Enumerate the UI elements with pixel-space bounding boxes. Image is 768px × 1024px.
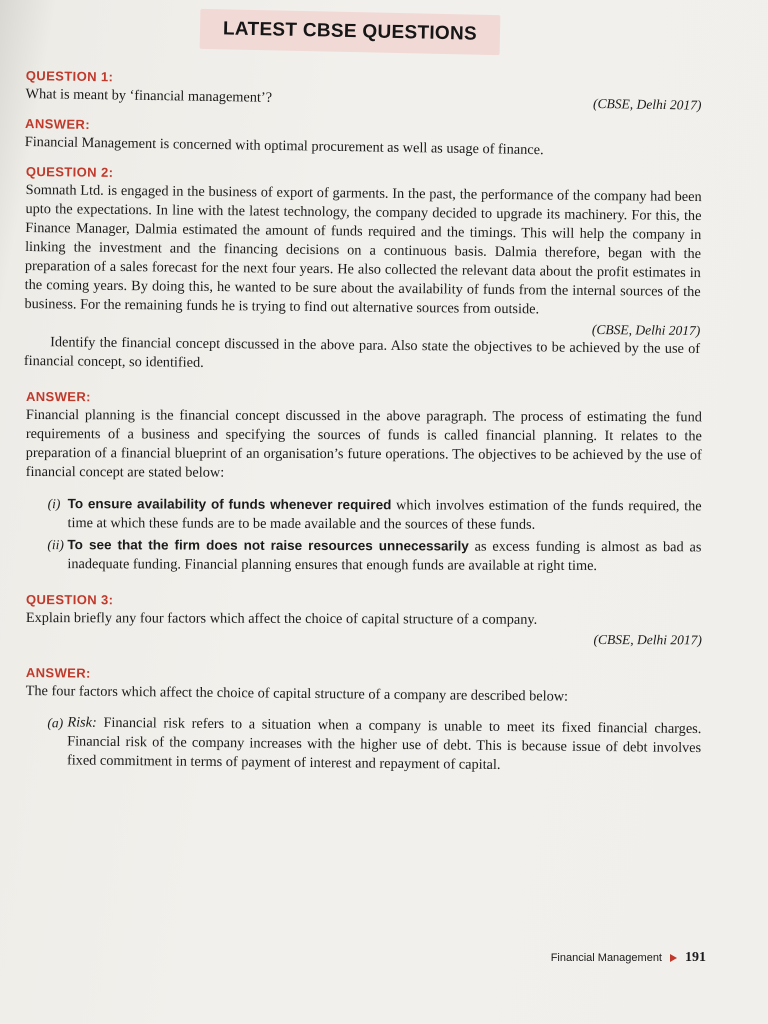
point-heading: To ensure availability of funds whenever required	[67, 496, 392, 513]
page-footer	[551, 950, 706, 966]
answer-1-label: ANSWER:	[24, 115, 91, 133]
question-2-source: (CBSE, Delhi 2017)	[591, 321, 701, 339]
triangle-right-icon	[670, 954, 677, 962]
question-1-label: QUESTION 1:	[25, 67, 114, 85]
question-1-block	[25, 66, 702, 163]
question-3-label: QUESTION 3:	[25, 592, 114, 608]
section-banner	[200, 9, 501, 55]
page-content	[23, 66, 702, 773]
point-text: which involves estimation of the funds required, the time at which these funds are to be made available and the sources of these funds.	[67, 497, 702, 533]
question-2-instruction: Identify the financial concept discussed in the above para. Also state the objectives to be achieved by the use of financial concept, so identified.	[23, 334, 701, 371]
question-2-label: QUESTION 2:	[25, 163, 114, 180]
answer-3-block	[25, 663, 702, 777]
point-text: Financial risk refers to a situation when a company is unable to meet its fixed financial charges. Financial risk of the company increases with the higher use of debt. This is because issue of debt involves fixed commitment in terms of payment of interest and repayment of capital.	[66, 714, 702, 773]
answer-1-text: Financial Management is concerned with optimal procurement as well as usage of finance.	[24, 133, 544, 159]
page-number: 191	[685, 950, 706, 965]
question-1-source: (CBSE, Delhi 2017)	[593, 95, 702, 113]
point-number: (i)	[47, 496, 61, 512]
answer-2-block	[25, 387, 702, 576]
point-text: as excess funding is almost as bad as inadequate funding. Financial planning ensures that enough funds are available at right time.	[67, 538, 702, 574]
question-3-block	[26, 590, 702, 649]
point-heading: Risk:	[67, 714, 97, 731]
question-3-text: Explain briefly any four factors which affect the choice of capital structure of a company.	[25, 609, 538, 628]
answer-3-point-a	[47, 713, 702, 777]
chapter-name: Financial Management	[550, 952, 662, 964]
answer-2-text: Financial planning is the financial concept discussed in the above paragraph. The process of estimating the fund requirements of a business and specifying the sources of funds is called financial planning. It relates to the preparation of a financial blueprint of an organisation’s future operations. The objectives to be achieved by the use of financial concept are stated below:	[25, 406, 702, 481]
point-heading: To see that the firm does not raise resources unnecessarily	[67, 537, 469, 554]
point-number: (a)	[47, 715, 64, 731]
answer-2-point-1	[47, 494, 701, 535]
question-2-text: Somnath Ltd. is engaged in the business of export of garments. In the past, the performance of the company had been upto the expectations. In line with the latest technology, the company decided to upgrade its machinery. For this, the Finance Manager, Dalmia estimated the amount of funds required and the timings. This will help the company in linking the investment and the financing decisions on a continuous basis. Dalmia therefore, began with the preparation of a sales forecast for the next four years. He also collected the relevant data about the profit estimates in the coming years. By doing this, he wanted to be sure about the availability of funds from the internal sources of the business. For the remaining funds he is trying to find out alternative sources from outside.	[24, 181, 702, 318]
question-2-block	[24, 162, 702, 378]
section-title: LATEST CBSE QUESTIONS	[222, 18, 478, 45]
answer-3-text: The four factors which affect the choice of capital structure of a company are described below:	[25, 682, 569, 705]
point-number: (ii)	[47, 537, 64, 553]
answer-2-point-2	[47, 535, 701, 576]
question-1-text: What is meant by ‘financial management’?	[25, 85, 273, 106]
answer-3-label: ANSWER:	[25, 664, 91, 681]
question-3-source: (CBSE, Delhi 2017)	[593, 631, 702, 648]
answer-2-label: ANSWER:	[25, 389, 91, 405]
